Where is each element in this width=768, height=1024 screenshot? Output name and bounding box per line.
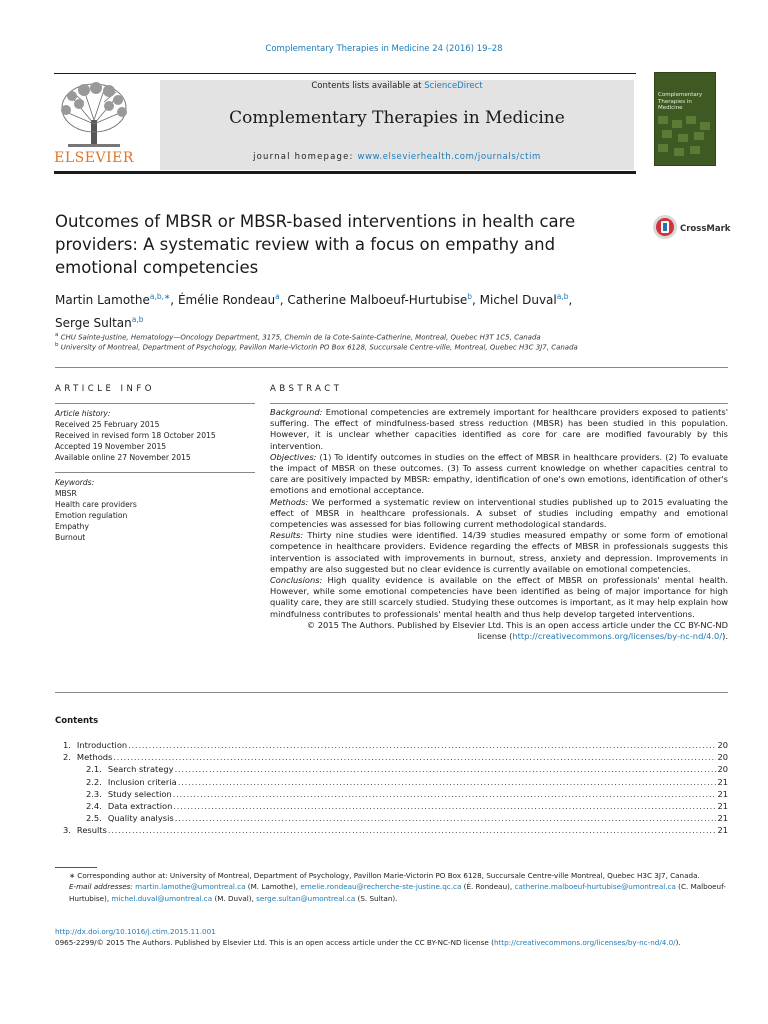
email-link[interactable]: martin.lamothe@umontreal.ca	[135, 882, 246, 892]
abstract-methods: Methods: We performed a systematic review on interventional studies published up to 2015 evaluating the effect of MBSR in healthcare professionals. A subset of studies including empathy and emotional competencies was assessed for bias following current methodological standards.	[270, 496, 728, 530]
crossmark-icon[interactable]	[652, 214, 678, 240]
toc-entry[interactable]: 2.1. Search strategy ..... 20	[55, 764, 728, 776]
doi-link[interactable]: http://dx.doi.org/10.1016/j.ctim.2015.11.001	[55, 927, 216, 936]
journal-citation[interactable]: Complementary Therapies in Medicine 24 (2016) 19–28	[265, 44, 503, 54]
toc-entry[interactable]: 2.2. Inclusion criteria ..... 21	[55, 777, 728, 789]
history-item: Available online 27 November 2015	[55, 453, 191, 462]
author-list	[55, 287, 675, 333]
keyword: Health care providers	[55, 500, 137, 509]
history-item: Accepted 19 November 2015	[55, 442, 167, 451]
email-link[interactable]: serge.sultan@umontreal.ca	[256, 893, 356, 903]
divider	[270, 403, 728, 404]
author: Serge Sultan$^{a,b}$	[55, 315, 144, 330]
journal-name: Complementary Therapies in Medicine	[229, 108, 565, 128]
contents-heading: Contents	[55, 716, 99, 726]
toc-entry[interactable]: 2.3. Study selection ..... 21	[55, 789, 728, 801]
keyword: Empathy	[55, 522, 89, 531]
author: Catherine Malboeuf-Hurtubise$^b$,	[287, 292, 480, 307]
license-statement: © 2015 The Authors. Published by Elsevier Ltd. This is an open access article under the CC BY-NC-ND license (http://creativecommons.org/licenses/by-nc-nd/4.0/).	[306, 619, 728, 642]
email-link[interactable]: emelie.rondeau@recherche-ste-justine.qc.ca	[300, 882, 462, 892]
email-link[interactable]: michel.duval@umontreal.ca	[111, 893, 213, 903]
article-history: Article history: Received 25 February 2015 Received in revised form 18 October 2015 Accepted 19 November 2015 Available online 27 November 2015	[55, 408, 260, 463]
affiliation-b: $^b$ University of Montreal, Department of Psychology, Pavillon Marie-Victorin PO Box 6128, Succursale Centre-ville, Montreal, Quebec H3C 3J7, Canada	[55, 342, 578, 352]
footnotes	[55, 870, 728, 904]
divider	[55, 472, 255, 473]
sciencedirect-link[interactable]: ScienceDirect	[424, 81, 483, 91]
author: Martin Lamothe$^{a,b,∗}$,	[55, 292, 178, 307]
affiliation-a: $^a$ CHU Sainte-Justine, Hematology—Oncology Department, 3175, Chemin de la Cote-Sainte-Catherine, Montreal, Quebec H3T 1C5, Canada	[55, 332, 541, 342]
email-link[interactable]: catherine.malboeuf-hurtubise@umontreal.ca	[514, 882, 676, 892]
abstract-heading: ABSTRACT	[270, 384, 343, 394]
abstract-results: Results: Thirty nine studies were identified. 14/39 studies measured empathy or some form of emotional competence in healthcare providers. Evidence regarding the effects of MBSR in professionals suggests this intervention is associated with improvements in burnout, stress, anxiety and depression. Improvements in empathy are also suggested but no clear evidence is currently available on emotional competencies.	[270, 530, 728, 574]
abstract-background: Background: Emotional competencies are extremely important for healthcare providers exposed to patients' suffering. The effect of mindfulness-based stress reduction (MBSR) has been studied in this population. However, it is unclear whether capacities identified as core for care are modified favourably by this intervention.	[270, 407, 728, 451]
keyword: MBSR	[55, 489, 77, 498]
keyword: Emotion regulation	[55, 511, 128, 520]
keyword: Burnout	[55, 533, 86, 542]
article-info-heading: ARTICLE INFO	[55, 384, 155, 394]
copyright-line: 0965-2299/© 2015 The Authors. Published by Elsevier Ltd. This is an open access article under the CC BY-NC-ND license (http://creativecommons.org/licenses/by-nc-nd/4.0/).	[55, 938, 681, 948]
history-item: Received 25 February 2015	[55, 420, 160, 429]
divider	[55, 692, 728, 693]
journal-homepage: journal homepage: www.elsevierhealth.com/journals/ctim	[253, 152, 541, 162]
article-title: Outcomes of MBSR or MBSR-based interventions in health care providers: A systematic review with a focus on empathy and emotional competencies	[55, 212, 576, 277]
homepage-link[interactable]: www.elsevierhealth.com/journals/ctim	[357, 152, 541, 162]
abstract-objectives: Objectives: (1) To identify outcomes in studies on the effect of MBSR in healthcare providers. (2) To evaluate the impact of MBSR on these outcomes. (3) To assess current knowledge on whether capacities central to care are positively impacted by MBSR: empathy, identification of one's own emotions, identification of other's emotions and emotional acceptance.	[270, 451, 728, 496]
article-identifiers	[55, 926, 728, 949]
abstract-body	[270, 407, 728, 642]
footnote-rule	[55, 867, 97, 868]
cover-title: Complementary Therapies in Medicine	[658, 92, 703, 111]
toc-entry[interactable]: 2. Methods ..... 20	[55, 752, 728, 764]
corresponding-author-note: ∗ Corresponding author at: University of Montreal, Department of Psychology, Pavillon Marie-Victorin PO Box 6128, Succursale Centre-ville Montreal, Quebec H3C 3J7, Canada.	[69, 871, 700, 880]
toc-entry[interactable]: 2.5. Quality analysis ..... 21	[55, 813, 728, 825]
toc-entry[interactable]: 2.4. Data extraction ..... 21	[55, 801, 728, 813]
license-link[interactable]: http://creativecommons.org/licenses/by-nc-nd/4.0/	[512, 631, 723, 642]
publisher-name: ELSEVIER	[54, 150, 134, 166]
history-item: Received in revised form 18 October 2015	[55, 431, 216, 440]
author: Michel Duval$^{a,b}$,	[479, 292, 573, 307]
crossmark-label[interactable]: CrossMark	[680, 224, 731, 234]
divider	[55, 403, 255, 404]
contents-availability: Contents lists available at ScienceDirect	[311, 81, 483, 91]
keywords: Keywords: MBSR Health care providers Emotion regulation Empathy Burnout	[55, 477, 260, 543]
masthead-top-rule	[54, 73, 636, 74]
divider	[55, 367, 728, 368]
toc-entry[interactable]: 3. Results ..... 21	[55, 825, 728, 837]
author: Émélie Rondeau$^a$,	[177, 292, 288, 307]
abstract-conclusions: Conclusions: High quality evidence is available on the effect of MBSR on professionals' mental health. However, while some emotional competencies have been identified as being of major importance for high quality care, they are still scarcely studied. Studying these outcomes is important, as it may help explain how mindfulness contributes to professionals' mental health and thus help develop targeted interventions.	[270, 575, 728, 619]
license-link[interactable]: http://creativecommons.org/licenses/by-nc-nd/4.0/	[493, 938, 676, 948]
table-of-contents	[55, 740, 728, 838]
email-addresses: E-mail addresses: martin.lamothe@umontreal.ca (M. Lamothe), emelie.rondeau@recherche-ste-justine.qc.ca (É. Rondeau), catherine.malboeuf-hurtubise@umontreal.ca (C. Malboeuf-Hurtubise), michel.duval@umontreal.ca (M. Duval), serge.sultan@umontreal.ca (S. Sultan).	[69, 882, 726, 903]
toc-entry[interactable]: 1. Introduction ..... 20	[55, 740, 728, 752]
masthead-bottom-rule	[54, 171, 636, 174]
cover-pattern	[658, 116, 710, 156]
